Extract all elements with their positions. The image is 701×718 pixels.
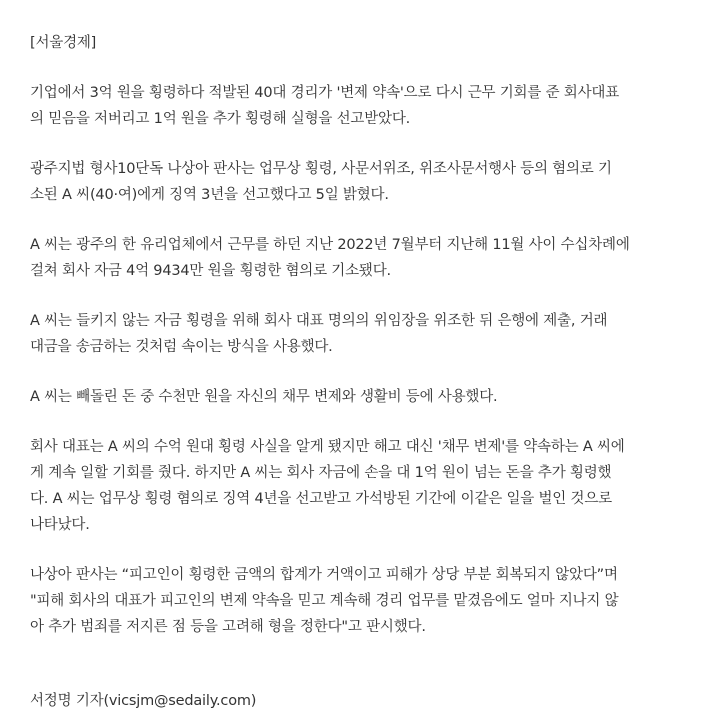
- paragraph-line: 나타났다.: [30, 517, 90, 533]
- paragraph-line: 회사 대표는 A 씨의 수억 원대 횡령 사실을 알게 됐지만 해고 대신 '채무 변제'를 약속하는 A 씨에: [30, 439, 625, 455]
- paragraph-1: [30, 80, 690, 132]
- paragraph-line: 걸쳐 회사 자금 4억 9434만 원을 횡령한 혐의로 기소됐다.: [30, 263, 391, 279]
- paragraph-line: 광주지법 형사10단독 나상아 판사는 업무상 횡령, 사문서위조, 위조사문서행사 등의 혐의로 기: [30, 161, 612, 177]
- paragraph-line: "피해 회사의 대표가 피고인의 변제 약속을 믿고 계속해 경리 업무를 맡겼음에도 얼마 지나지 않: [30, 593, 619, 609]
- paragraph-5: [30, 384, 690, 410]
- paragraph-3: [30, 232, 690, 284]
- news-source: [서울경제]: [30, 35, 97, 51]
- paragraph-line: 기업에서 3억 원을 횡령하다 적발된 40대 경리가 '변제 약속'으로 다시 근무 기회를 준 회사대표: [30, 85, 620, 101]
- paragraph-line: 다. A 씨는 업무상 횡령 혐의로 징역 4년을 선고받고 가석방된 기간에 이같은 일을 벌인 것으로: [30, 491, 612, 507]
- paragraph-line: 소된 A 씨(40·여)에게 징역 3년을 선고했다고 5일 밝혔다.: [30, 187, 389, 203]
- paragraph-2: [30, 156, 690, 208]
- paragraph-line: 게 계속 일할 기회를 줬다. 하지만 A 씨는 회사 자금에 손을 대 1억 원이 넘는 돈을 추가 횡령했: [30, 465, 612, 481]
- paragraph-line: 아 추가 범죄를 저지른 점 등을 고려해 형을 정한다"고 판시했다.: [30, 619, 426, 635]
- paragraph-line: 나상아 판사는 “피고인이 횡령한 금액의 합계가 거액이고 피해가 상당 부분 회복되지 않았다”며: [30, 567, 618, 583]
- paragraph-line: 의 믿음을 저버리고 1억 원을 추가 횡령해 실형을 선고받았다.: [30, 111, 411, 127]
- paragraph-7: [30, 562, 690, 640]
- paragraph-line: A 씨는 빼돌린 돈 중 수천만 원을 자신의 채무 변제와 생활비 등에 사용했다.: [30, 389, 498, 405]
- paragraph-6: [30, 434, 690, 538]
- paragraph-line: 대금을 송금하는 것처럼 속이는 방식을 사용했다.: [30, 339, 333, 355]
- paragraph-4: [30, 308, 690, 360]
- paragraph-line: A 씨는 광주의 한 유리업체에서 근무를 하던 지난 2022년 7월부터 지난해 11월 사이 수십차례에: [30, 237, 630, 253]
- reporter-byline: 서정명 기자(vicsjm@sedaily.com): [30, 693, 257, 709]
- article-body: [30, 30, 690, 714]
- paragraph-line: A 씨는 들키지 않는 자금 횡령을 위해 회사 대표 명의의 위임장을 위조한 뒤 은행에 제출, 거래: [30, 313, 608, 329]
